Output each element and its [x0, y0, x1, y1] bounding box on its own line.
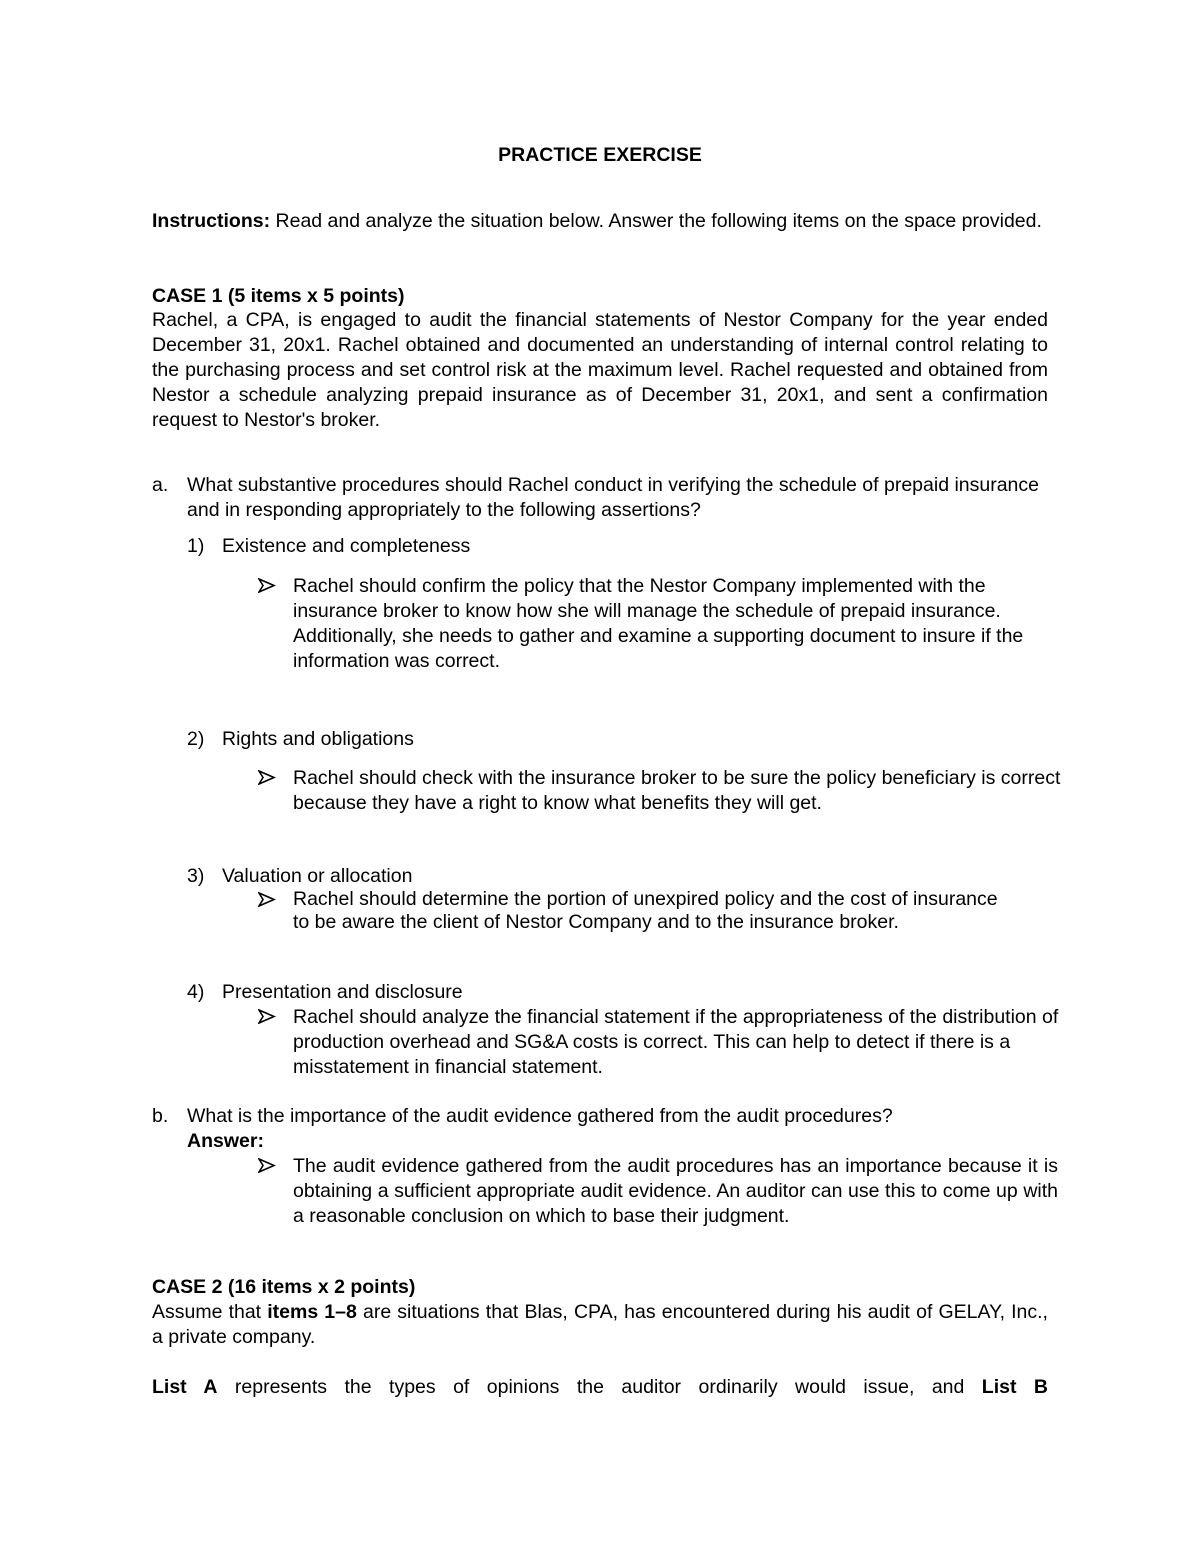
item-4-label: Presentation and disclosure [222, 981, 463, 1003]
page-title: PRACTICE EXERCISE [498, 144, 702, 166]
instructions-text: Read and analyze the situation below. Answer the following items on the space provided. [270, 210, 1042, 232]
item-4-marker: 4) [187, 981, 205, 1003]
item-3-answer: Rachel should determine the portion of unexpired policy and the cost of insurance to be aware the client of Nestor Company and to the insurance broker. [293, 888, 998, 933]
case1-body: Rachel, a CPA, is engaged to audit the financial statements of Nestor Company for the year ended December 31, 20x1. Rachel obtained and documented an understanding of internal control relating to the purchasing process and set control risk at the maximum level. Rachel requested and obtained from Nestor a schedule analyzing prepaid insurance as of December 31, 20x1, and sent a confirmation request to Nestor's broker. [152, 309, 1048, 431]
instructions-label: Instructions: [152, 210, 271, 232]
arrowhead-bullet-icon [258, 1158, 276, 1173]
case2-paragraph-2 [152, 1375, 1048, 1400]
question-a-marker: a. [152, 474, 169, 496]
item-2-marker: 2) [187, 728, 205, 750]
answer-label: Answer: [187, 1130, 264, 1152]
item-1-marker: 1) [187, 535, 205, 557]
item-1-answer: Rachel should confirm the policy that the Nestor Company implemented with the insurance broker to know how she will manage the schedule of prepaid insurance. Additionally, she needs to gather and examine a supporting document to insure if the information was correct. [293, 575, 1024, 672]
question-b-text: What is the importance of the audit evidence gathered from the audit procedures? [187, 1105, 893, 1127]
case1-heading: CASE 1 (5 items x 5 points) [152, 285, 405, 307]
question-b-marker: b. [152, 1105, 169, 1127]
question-b-answer: The audit evidence gathered from the audit procedures has an importance because it is obtaining a sufficient appropriate audit evidence. An auditor can use this to come up with a reasonable conclusion on which to base their judgment. [293, 1155, 1058, 1227]
case2-items-ref: items 1–8 [267, 1301, 357, 1323]
list-b-label: List B [981, 1376, 1048, 1398]
arrowhead-bullet-icon [258, 1009, 276, 1024]
case2-paragraph-1 [152, 1300, 1048, 1350]
arrowhead-bullet-icon [258, 770, 276, 785]
arrowhead-bullet-icon [258, 892, 276, 907]
item-3-marker: 3) [187, 865, 205, 887]
instructions-paragraph [152, 209, 1058, 234]
item-1-label: Existence and completeness [222, 535, 471, 557]
case2-p1-after: are situations that Blas, CPA, has encountered during his audit of GELAY, Inc., a private company. [152, 1301, 1048, 1348]
item-4-answer: Rachel should analyze the financial statement if the appropriateness of the distribution of production overhead and SG&A costs is correct. This can help to detect if there is a misstatement in financial statement. [293, 1006, 1059, 1078]
list-a-label: List A [152, 1376, 218, 1398]
item-3-label: Valuation or allocation [222, 865, 413, 887]
item-2-label: Rights and obligations [222, 728, 414, 750]
case2-heading: CASE 2 (16 items x 2 points) [152, 1276, 416, 1298]
arrowhead-bullet-icon [258, 578, 276, 593]
case2-p1-before: Assume that [152, 1301, 268, 1323]
case2-p2-mid: represents the types of opinions the auditor ordinarily would issue, and [217, 1376, 982, 1398]
question-a-text: What substantive procedures should Rachel conduct in verifying the schedule of prepaid insurance and in responding appropriately to the following assertions? [187, 474, 1040, 521]
item-2-answer: Rachel should check with the insurance broker to be sure the policy beneficiary is correct because they have a right to know what benefits they will get. [293, 767, 1061, 814]
